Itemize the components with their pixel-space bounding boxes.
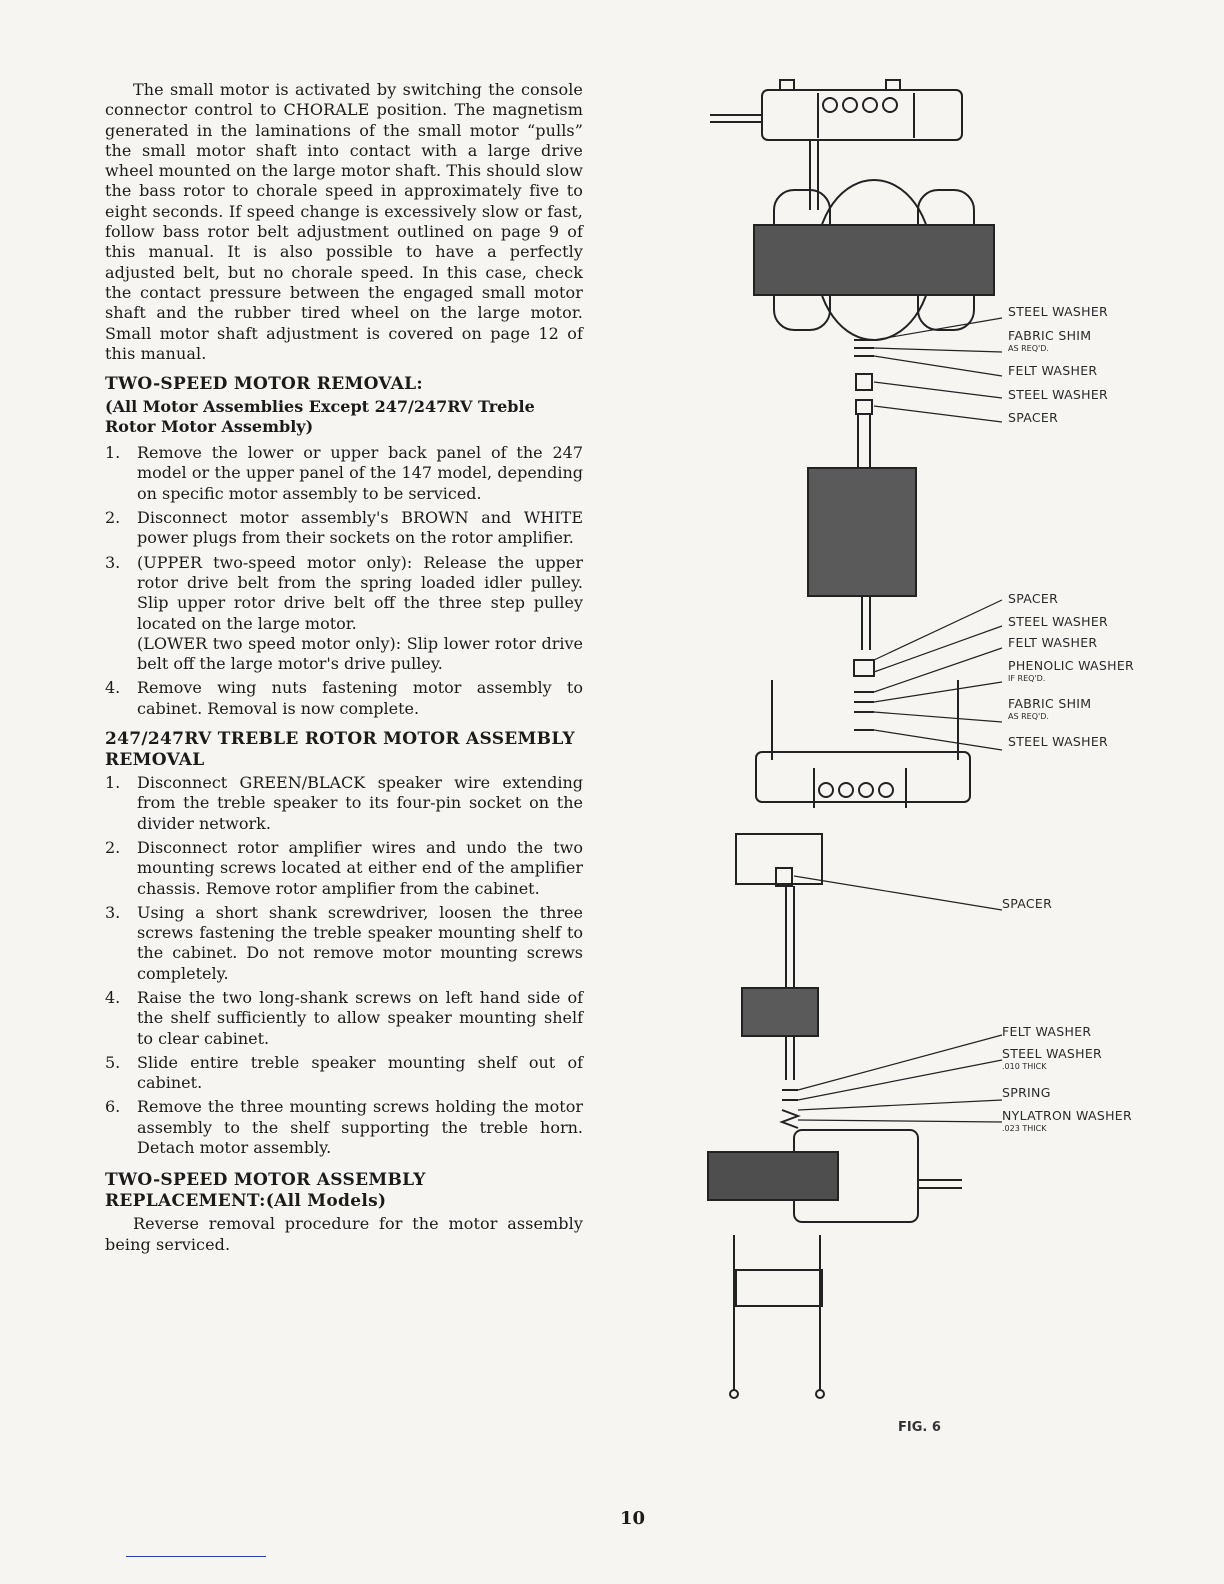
list-item: 4. Raise the two long-shank screws on left hand side of the shelf sufficiently to allow speaker mounting shelf to clear cabinet. [105, 987, 583, 1048]
list-item: 4. Remove wing nuts fastening motor assembly to cabinet. Removal is now complete. [105, 678, 583, 718]
large-motor [754, 180, 994, 340]
label-nylatron-washer-thickness: .023 THICK [1002, 1124, 1047, 1133]
label-felt-washer: FELT WASHER [1008, 363, 1098, 378]
label-fabric-shim-note: AS REQ'D. [1008, 344, 1049, 353]
treble-steps-list [105, 773, 583, 1158]
section-heading-replacement: TWO-SPEED MOTOR ASSEMBLY REPLACEMENT:(All Models) [105, 1170, 426, 1212]
label-fabric-shim-note: AS REQ'D. [1008, 712, 1049, 721]
list-item: 3. Using a short shank screwdriver, loosen the three screws fastening the treble speaker mounting shelf to the cabinet. Do not remove motor mounting screws completely. [105, 902, 583, 983]
section-subheading: (All Motor Assemblies Except 247/247RV Treble Rotor Motor Assembly) [105, 397, 535, 437]
washer-stack-middle [772, 660, 958, 760]
figure-caption: FIG. 6 [898, 1420, 941, 1435]
bottom-bracket [730, 1235, 824, 1398]
replacement-paragraph: Reverse removal procedure for the motor assembly being serviced. [105, 1214, 583, 1254]
washer-stack-upper [854, 340, 874, 480]
label-steel-washer: STEEL WASHER [1008, 734, 1109, 749]
list-item: 6. Remove the three mounting screws holding the motor assembly to the shelf supporting the treble horn. Detach motor assembly. [105, 1097, 583, 1158]
label-felt-washer: FELT WASHER [1002, 1024, 1092, 1039]
page-number: 10 [620, 1508, 646, 1529]
leader-lines [794, 318, 1002, 1122]
label-steel-washer: STEEL WASHER [1002, 1046, 1103, 1061]
label-felt-washer: FELT WASHER [1008, 635, 1098, 650]
list-item: 2. Disconnect rotor amplifier wires and undo the two mounting screws located at either end of the amplifier chassis. Remove rotor amplifier from the cabinet. [105, 837, 583, 898]
lower-motor-assembly [708, 1130, 962, 1222]
list-item: 1. Remove the lower or upper back panel of the 247 model or the upper panel of the 147 model, depending on specific motor assembly to be serviced. [105, 443, 583, 503]
list-item: 5. Slide entire treble speaker mounting shelf out of cabinet. [105, 1052, 583, 1093]
label-steel-washer: STEEL WASHER [1008, 614, 1109, 629]
label-spring: SPRING [1002, 1085, 1051, 1100]
small-motor-lower [742, 988, 818, 1128]
list-item: 3. (UPPER two-speed motor only): Release the upper rotor drive belt from the spring loaded idler pulley. Slip upper rotor drive belt off the three step pulley located on the large motor. (LOWER two speed motor only): Slip lower rotor drive belt off the large motor's drive pulley. [105, 552, 583, 674]
footer-rule [126, 1556, 266, 1557]
small-motor-upper [808, 468, 916, 650]
label-steel-washer: STEEL WASHER [1008, 387, 1109, 402]
label-steel-washer-thickness: .010 THICK [1002, 1062, 1047, 1071]
label-nylatron-washer: NYLATRON WASHER [1002, 1108, 1132, 1123]
list-item: 1. Disconnect GREEN/BLACK speaker wire extending from the treble speaker to its four-pin socket on the divider network. [105, 773, 583, 833]
bottom-connector-block [756, 752, 970, 808]
label-phenolic-washer: PHENOLIC WASHER [1008, 658, 1135, 673]
section-heading-treble-removal: 247/247RV TREBLE ROTOR MOTOR ASSEMBLY REMOVAL [105, 729, 575, 771]
list-item: 2. Disconnect motor assembly's BROWN and WHITE power plugs from their sockets on the rotor amplifier. [105, 508, 583, 548]
section-heading-motor-removal: TWO-SPEED MOTOR REMOVAL: [105, 374, 423, 395]
text-column [105, 80, 583, 1255]
label-steel-washer: STEEL WASHER [1008, 304, 1109, 319]
label-fabric-shim: FABRIC SHIM [1008, 696, 1092, 711]
intro-paragraph: The small motor is activated by switching the console connector control to CHORALE position. The magnetism generated in the laminations of the small motor “pulls” the small motor shaft into contact with a large drive wheel mounted on the large motor shaft. This should slow the bass rotor to chorale speed in approximately five to eight seconds. If speed change is excessively slow or fast, follow bass rotor belt adjustment outlined on page 9 of this manual. It is also possible to have a perfectly adjusted belt, but no chorale speed. In this case, check the contact pressure between the engaged small motor shaft and the rubber tired wheel on the large motor. Small motor shaft adjustment is covered on page 12 of this manual. [105, 80, 583, 363]
label-phenolic-washer-note: IF REQ'D. [1008, 674, 1046, 683]
motor-exploded-diagram [690, 60, 1170, 1480]
label-spacer: SPACER [1008, 591, 1059, 606]
label-fabric-shim: FABRIC SHIM [1008, 328, 1092, 343]
label-spacer: SPACER [1002, 896, 1053, 911]
label-spacer: SPACER [1008, 410, 1059, 425]
top-connector-block [710, 80, 962, 210]
removal-steps-list [105, 443, 583, 719]
